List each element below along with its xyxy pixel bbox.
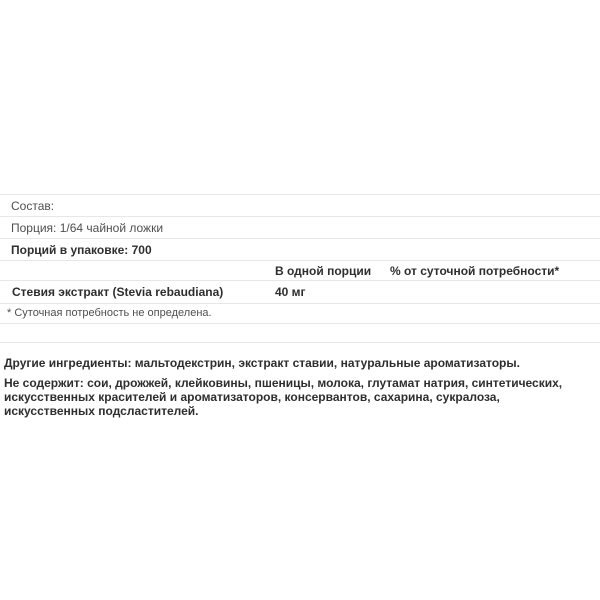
section-divider (0, 342, 600, 343)
serving-size-row (0, 217, 600, 239)
product-composition-section (0, 194, 600, 418)
ingredient-name: Стевия экстракт (Stevia rebaudiana) (12, 285, 224, 299)
table-header-row (0, 261, 600, 281)
column-header-daily-value: % от суточной потребности* (390, 264, 560, 278)
header-spacer-cell (0, 265, 275, 277)
ingredient-row (0, 281, 600, 304)
column-header-per-serving: В одной порции (275, 264, 372, 278)
servings-per-container-row (0, 239, 600, 261)
supplement-facts-table (0, 194, 600, 324)
footnote-row (0, 304, 600, 324)
does-not-contain-text: Не содержит: сои, дрожжей, клейковины, пшеницы, молока, глутамат натрия, синтетических, искусственных красителей и ароматизаторов, консервантов, сахарина, сукралоза, искусственных подсластителей. (4, 376, 563, 418)
footnote-text: * Суточная потребность не определена. (7, 307, 212, 319)
serving-size-label: Порция: 1/64 чайной ложки (11, 221, 164, 235)
composition-label: Состав: (11, 199, 55, 213)
other-ingredients-text: Другие ингредиенты: мальтодекстрин, экстракт ставии, натуральные ароматизаторы. (4, 356, 520, 370)
ingredient-amount-per-serving: 40 мг (275, 285, 306, 299)
composition-row (0, 195, 600, 217)
ingredient-daily-value (390, 286, 592, 298)
servings-per-container-label: Порций в упаковке: 700 (11, 243, 152, 257)
